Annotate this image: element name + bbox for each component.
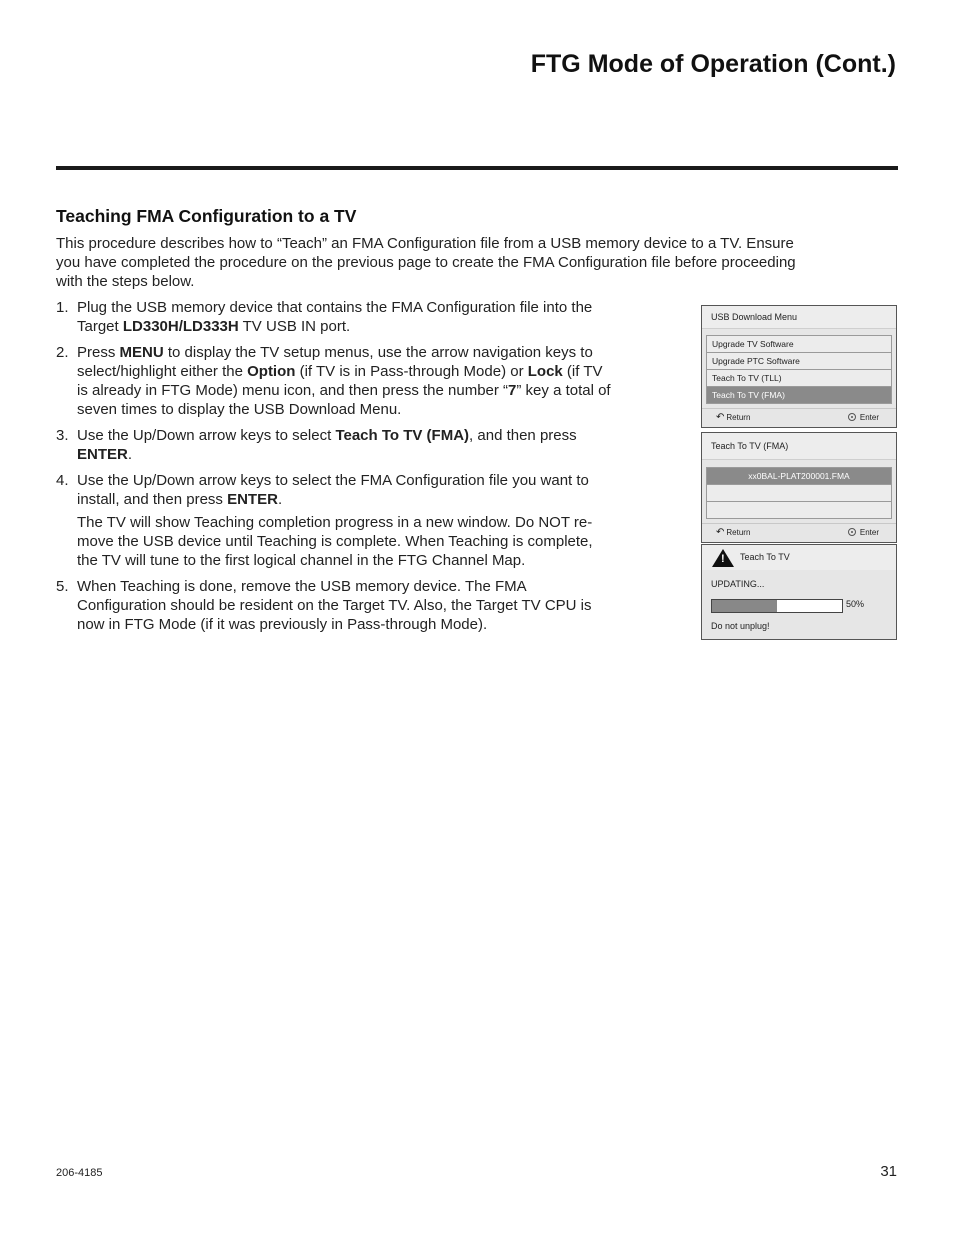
page-number: 31: [880, 1163, 897, 1180]
header-rule: [56, 166, 898, 170]
status-text: UPDATING...: [711, 579, 765, 589]
warning-icon: !: [712, 549, 734, 567]
fma-file-list: [706, 467, 892, 519]
menu-item-upgrade-ptc-software[interactable]: Upgrade PTC Software: [707, 353, 891, 370]
panel-footer: [702, 523, 896, 542]
section-heading: Teaching FMA Configuration to a TV: [56, 206, 357, 226]
enter-button[interactable]: Enter: [848, 524, 879, 542]
fma-file-select-panel: [701, 432, 897, 543]
page-title: FTG Mode of Operation (Cont.): [530, 50, 896, 78]
return-icon: ↶: [716, 412, 725, 423]
return-button[interactable]: ↶ Return: [716, 524, 750, 542]
step-number: 5.: [56, 578, 69, 595]
enter-icon: [848, 413, 856, 421]
fma-file-item-empty[interactable]: [707, 502, 891, 518]
document-number: 206-4185: [56, 1167, 103, 1179]
menu-item-upgrade-tv-software[interactable]: Upgrade TV Software: [707, 336, 891, 353]
step-number: 3.: [56, 427, 69, 444]
fma-file-item[interactable]: xx0BAL-PLAT200001.FMA: [707, 468, 891, 485]
step-item: 2. Press MENU to display the TV setup menus, use the arrow navigation keys to select/highlight either the Option (if TV is in Pass-through Mode) or Lock (if TV is already in FTG Mode) menu icon, and then press the number “7” key a total of seven times to display the USB Download Menu.: [56, 344, 611, 418]
warning-note: Do not unplug!: [711, 621, 770, 631]
enter-icon: [848, 528, 856, 536]
progress-percent: 50%: [846, 599, 865, 609]
menu-item-teach-to-tv-fma[interactable]: Teach To TV (FMA): [707, 387, 891, 403]
step-item: 1. Plug the USB memory device that contains the FMA Configuration file into the Target LD330H/LD333H TV USB IN port.: [56, 299, 593, 335]
step-note: The TV will show Teaching completion progress in a new window. Do NOT re-move the USB device until Teaching is complete. When Teaching is complete, the TV will tune to the first logical channel in the FTG Channel Map.: [77, 514, 593, 569]
progress-row: [702, 598, 896, 614]
step-number: 1.: [56, 299, 69, 316]
progress-fill: [712, 600, 777, 612]
fma-file-item-empty[interactable]: [707, 485, 891, 502]
dialog-header: [702, 545, 896, 570]
model-number: LD330H/LD333H: [122, 318, 239, 335]
menu-item-teach-to-tv-tll[interactable]: Teach To TV (TLL): [707, 370, 891, 387]
usb-menu-list: [706, 335, 892, 404]
teach-progress-dialog: [701, 544, 897, 640]
dialog-title: Teach To TV: [740, 552, 790, 562]
progress-bar: [711, 599, 843, 613]
usb-download-menu-panel: [701, 305, 897, 428]
panel-title: Teach To TV (FMA): [702, 433, 896, 460]
return-icon: ↶: [716, 527, 725, 538]
step-number: 4.: [56, 472, 69, 489]
step-item: 3. Use the Up/Down arrow keys to select Teach To TV (FMA), and then press ENTER.: [56, 427, 577, 463]
step-number: 2.: [56, 344, 69, 361]
steps-list: [56, 298, 616, 641]
panel-footer: [702, 408, 896, 427]
enter-button[interactable]: Enter: [848, 409, 879, 427]
return-button[interactable]: ↶ Return: [716, 409, 750, 427]
panel-title: USB Download Menu: [702, 306, 896, 329]
step-item: 5. When Teaching is done, remove the USB memory device. The FMA Configuration should be resident on the Target TV. Also, the Target TV CPU is now in FTG Mode (if it was previously in Pass-through Mode).: [56, 578, 592, 633]
intro-paragraph: This procedure describes how to “Teach” an FMA Configuration file from a USB memory device to a TV. Ensure you have completed the procedure on the previous page to create the FMA Configuration file before proceeding with the steps below.: [56, 235, 796, 290]
step-item: 4. Use the Up/Down arrow keys to select the FMA Configuration file you want to install, and then press ENTER. The TV will show Teaching completion progress in a new window. Do NOT re-move the USB device until Teaching is complete. When Teaching is complete, the TV will tune to the first logical channel in the FTG Channel Map.: [56, 471, 616, 570]
